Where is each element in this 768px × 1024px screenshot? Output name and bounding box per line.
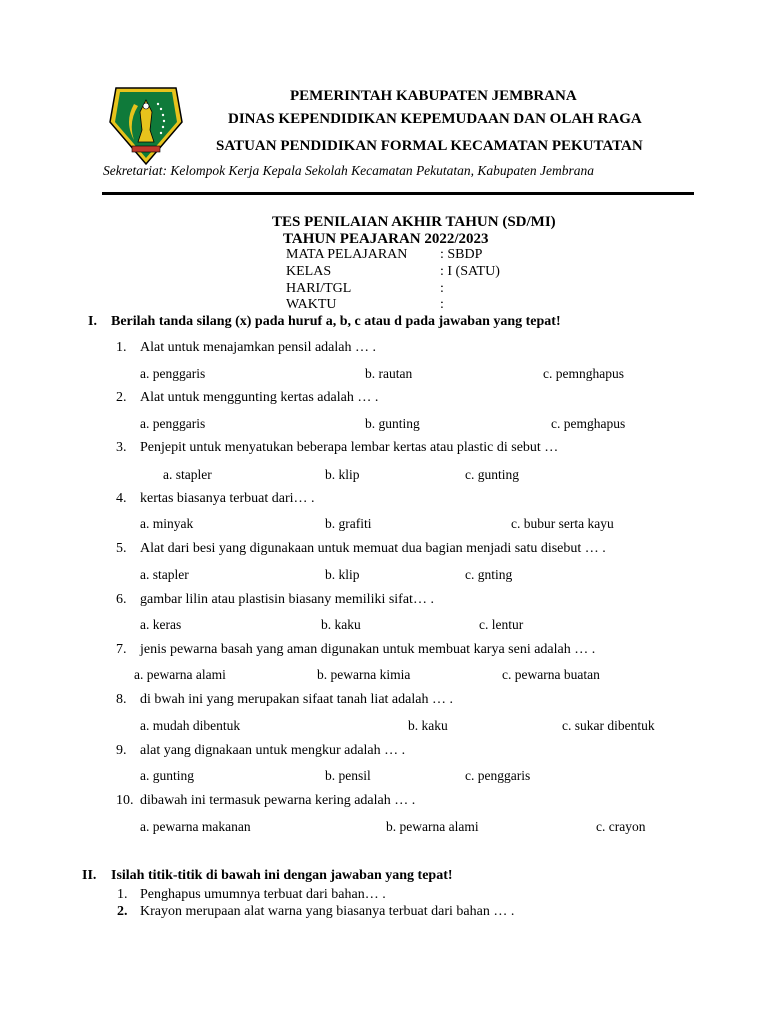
question-number: 1. — [116, 340, 127, 355]
question-number: 7. — [116, 642, 127, 657]
option-a: a. pewarna makanan — [140, 819, 251, 834]
option-a: a. penggaris — [140, 366, 206, 381]
question-text: Alat untuk menggunting kertas adalah … . — [140, 390, 379, 405]
option-a: a. keras — [140, 617, 182, 632]
option-b: b. kaku — [408, 718, 448, 733]
letterhead-line-1: PEMERINTAH KABUPATEN JEMBRANA — [290, 88, 577, 104]
field-value: : — [440, 281, 444, 296]
question-number: 8. — [116, 692, 127, 707]
option-c: c. gnting — [465, 567, 513, 582]
question-number: 2. — [117, 904, 128, 919]
section-2-numeral: II. — [82, 868, 97, 883]
option-c: c. bubur serta kayu — [511, 516, 614, 531]
question-text: Penjepit untuk menyatukan beberapa lembar kertas atau plastic di sebut … — [140, 440, 559, 455]
field-label: KELAS — [286, 264, 332, 279]
option-b: b. pensil — [325, 768, 371, 783]
question-text: dibawah ini termasuk pewarna kering adalah … . — [140, 793, 416, 808]
field-label: MATA PELAJARAN — [286, 247, 408, 262]
option-b: b. klip — [325, 567, 360, 582]
question-number: 3. — [116, 440, 127, 455]
field-label: WAKTU — [286, 297, 337, 312]
option-c: c. sukar dibentuk — [562, 718, 655, 733]
letterhead-line-2: DINAS KEPENDIDIKAN KEPEMUDAAN DAN OLAH RAGA — [228, 111, 642, 127]
option-c: c. pemghapus — [551, 416, 626, 431]
option-c: c. gunting — [465, 467, 519, 482]
section-2-instruction: Isilah titik-titik di bawah ini dengan jawaban yang tepat! — [111, 868, 453, 883]
field-label: HARI/TGL — [286, 281, 352, 296]
test-year: TAHUN PEAJARAN 2022/2023 — [283, 231, 489, 247]
option-c: c. penggaris — [465, 768, 531, 783]
question-text: alat yang dignakaan untuk mengkur adalah … . — [140, 743, 406, 758]
question-number: 2. — [116, 390, 127, 405]
question-text: kertas biasanya terbuat dari… . — [140, 491, 315, 506]
section-1-instruction: Berilah tanda silang (x) pada huruf a, b, c atau d pada jawaban yang tepat! — [111, 314, 561, 329]
question-number: 5. — [116, 541, 127, 556]
option-c: c. pemnghapus — [543, 366, 624, 381]
government-emblem-logo — [106, 82, 186, 168]
question-text: di bwah ini yang merupakan sifaat tanah liat adalah … . — [140, 692, 453, 707]
option-a: a. pewarna alami — [134, 667, 226, 682]
option-b: b. grafiti — [325, 516, 372, 531]
option-b: b. pewarna alami — [386, 819, 479, 834]
question-text: Alat dari besi yang digunakaan untuk memuat dua bagian menjadi satu disebut … . — [140, 541, 606, 556]
question-text: Penghapus umumnya terbuat dari bahan… . — [140, 887, 386, 902]
question-number: 6. — [116, 592, 127, 607]
field-value: : SBDP — [440, 247, 483, 262]
option-b: b. klip — [325, 467, 360, 482]
letterhead-line-3: SATUAN PENDIDIKAN FORMAL KECAMATAN PEKUTATAN — [216, 138, 643, 154]
option-a: a. minyak — [140, 516, 194, 531]
question-number: 4. — [116, 491, 127, 506]
option-c: c. lentur — [479, 617, 524, 632]
option-c: c. crayon — [596, 819, 646, 834]
option-a: a. mudah dibentuk — [140, 718, 241, 733]
letterhead-secretariat: Sekretariat: Kelompok Kerja Kepala Sekolah Kecamatan Pekutatan, Kabupaten Jembrana — [103, 163, 595, 178]
option-b: b. rautan — [365, 366, 413, 381]
option-b: b. gunting — [365, 416, 420, 431]
field-value: : — [440, 297, 444, 312]
option-a: a. stapler — [163, 467, 212, 482]
question-number: 10. — [116, 793, 134, 808]
option-b: b. kaku — [321, 617, 361, 632]
test-title: TES PENILAIAN AKHIR TAHUN (SD/MI) — [272, 214, 556, 230]
option-b: b. pewarna kimia — [317, 667, 411, 682]
option-a: a. gunting — [140, 768, 194, 783]
question-text: gambar lilin atau plastisin biasany memiliki sifat… . — [140, 592, 434, 607]
option-a: a. stapler — [140, 567, 189, 582]
letterhead-divider — [102, 192, 694, 195]
option-c: c. pewarna buatan — [502, 667, 600, 682]
section-1-numeral: I. — [88, 314, 97, 329]
field-value: : I (SATU) — [440, 264, 500, 279]
question-number: 9. — [116, 743, 127, 758]
option-a: a. penggaris — [140, 416, 206, 431]
question-text: Alat untuk menajamkan pensil adalah … . — [140, 340, 376, 355]
question-number: 1. — [117, 887, 128, 902]
question-text: Krayon merupaan alat warna yang biasanya terbuat dari bahan … . — [140, 904, 515, 919]
question-text: jenis pewarna basah yang aman digunakan untuk membuat karya seni adalah … . — [140, 642, 596, 657]
